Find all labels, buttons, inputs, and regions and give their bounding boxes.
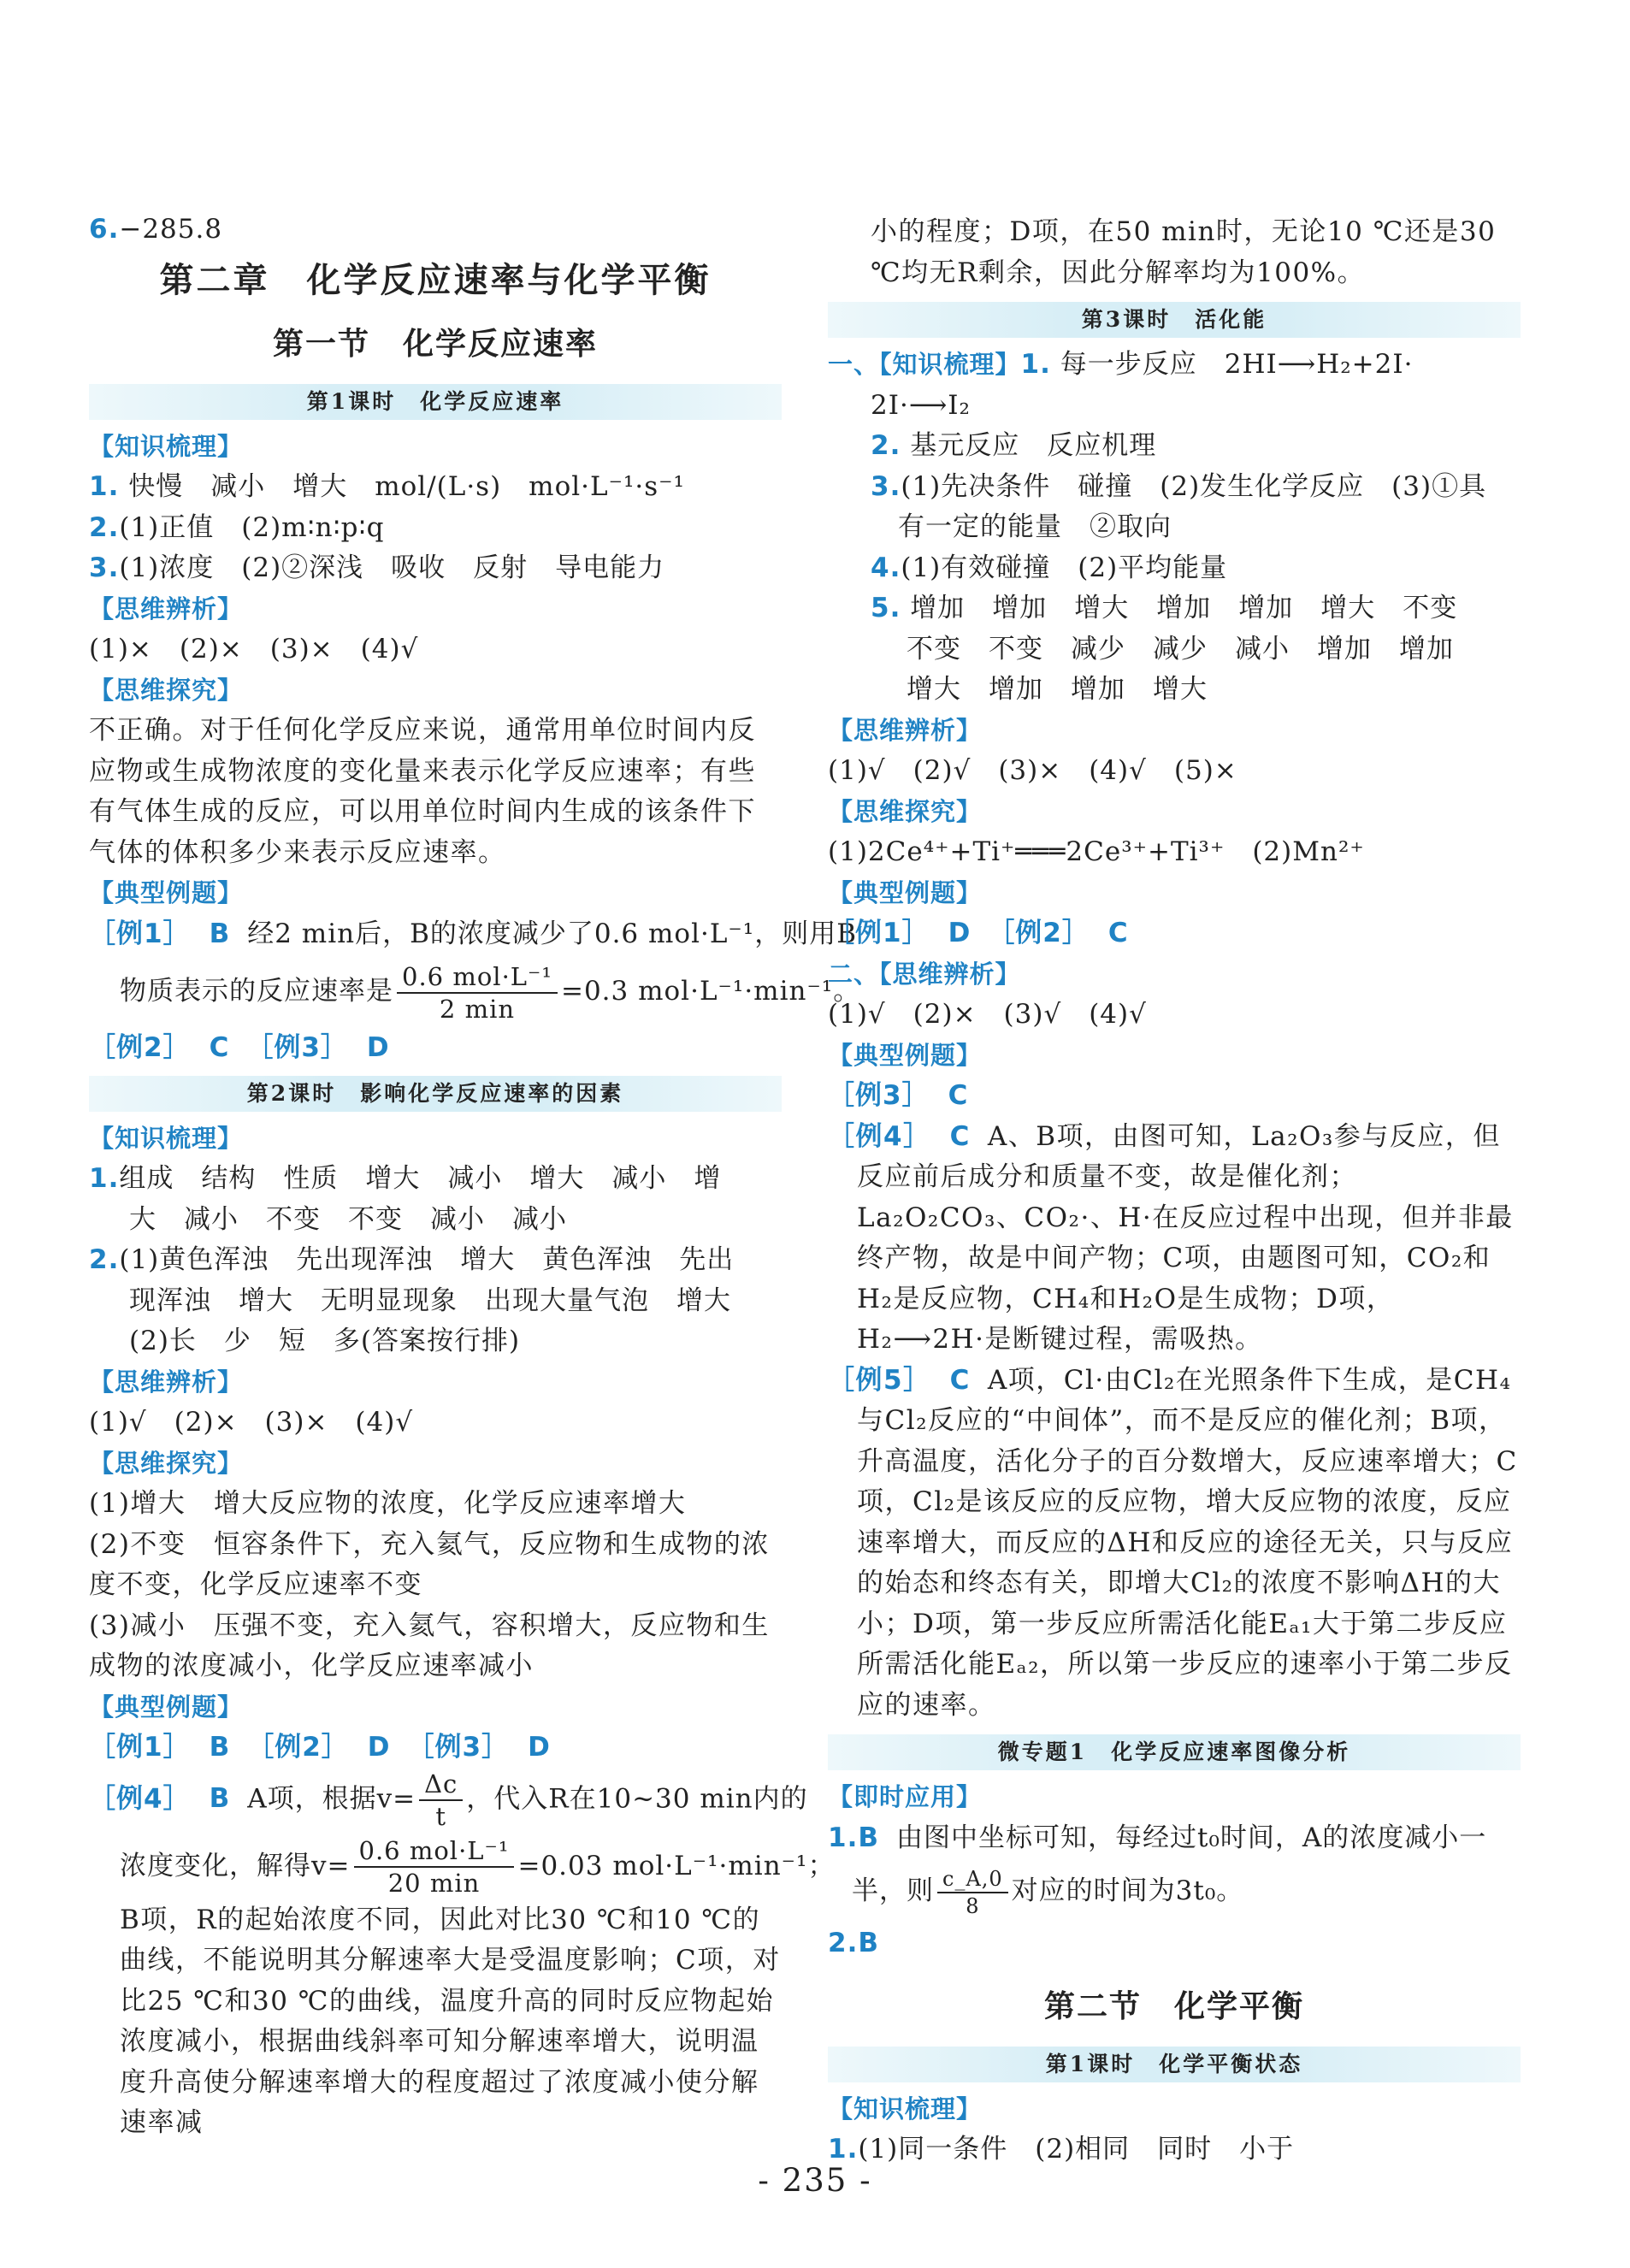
l3-knowledge-2: 2. 基元反应 反应机理	[871, 430, 1157, 461]
lesson-3-title: 第3课时 活化能	[828, 302, 1521, 338]
l3-judge-answers: (1)√ (2)√ (3)× (4)√ (5)×	[828, 755, 1237, 786]
l3-knowledge-5: 5. 增加 增加 增大 增加 增加 增大 不变	[871, 593, 1458, 623]
page-number: - 235 -	[758, 2162, 872, 2199]
right-column	[828, 212, 1521, 2171]
special-topic-title: 微专题1 化学反应速率图像分析	[828, 1734, 1521, 1770]
l3-knowledge-1b: 2I·⟶I₂	[871, 389, 971, 421]
tag-typical-examples-3: 【典型例题】	[828, 877, 983, 907]
fraction: $\frac{\Delta c}{t}$	[419, 1769, 463, 1832]
tag-thinking-judge-3: 【思维辨析】	[828, 715, 983, 745]
tag-instant-apply: 【即时应用】	[828, 1782, 983, 1811]
tag-knowledge-4: 【知识梳理】	[828, 2094, 983, 2123]
l2-knowledge-2b: 现浑浊 增大 无明显现象 出现大量气泡 增大	[129, 1285, 731, 1316]
continued-text: 小的程度；D项，在50 min时，无论10 ℃还是30 ℃均无R剩余，因此分解率均为100%。	[871, 216, 1497, 288]
knowledge-item-2: 2.(1)正值 (2)m∶n∶p∶q	[89, 511, 385, 543]
example-1: ［例1］ B 经2 min后，B的浓度减少了0.6 mol·L⁻¹，则用B	[89, 918, 857, 949]
lesson-2-title: 第2课时 影响化学反应速率的因素	[89, 1076, 782, 1112]
special-q2: 2.B	[828, 1928, 879, 1958]
l2-explore-1: (1)增大 增大反应物的浓度，化学反应速率增大	[89, 1488, 687, 1519]
part-1-heading: 一、【知识梳理】1. 每一步反应 2HI⟶H₂+2I·	[828, 349, 1414, 380]
tag-typical-examples: 【典型例题】	[89, 878, 244, 907]
fraction: $\frac{\text{0.6 mol·L⁻¹}}{20 \min}$	[354, 1835, 515, 1899]
l2-example-4-rest: B项，R的起始浓度不同，因此对比30 ℃和10 ℃的曲线，不能说明其分解速率大是受温度影响；C项，对比25 ℃和30 ℃的曲线，温度升高的同时反应物起始浓度减小，根据曲线斜率可知分解速率增大，说明温度升高使分解速率增大的程度超过了浓度减小使分解速率减	[120, 1904, 781, 2138]
fraction: $\frac{c\_A,0}{8}$	[937, 1866, 1008, 1919]
l3-example-5: ［例5］ C A项，Cl·由Cl₂在光照条件下生成，是CH₄与Cl₂反应的“中间体”，而不是反应的催化剂；B项，升高温度，活化分子的百分数增大，反应速率增大；C项，Cl₂是该反应的反应物，增大反应物的浓度，反应速率增大，而反应的ΔH和反应的途径无关，只与反应的始态和终态有关，即增大Cl₂的浓度不影响ΔH的大小；D项，第一步反应所需活化能Eₐ₁大于第二步反应所需活化能Eₐ₂，所以第一步反应的速率小于第二步反应的速率。	[828, 1364, 1518, 1721]
l3-knowledge-5b: 不变 不变 减少 减少 减小 增加 增加	[907, 633, 1454, 664]
judge-answers: (1)× (2)× (3)× (4)√	[89, 634, 419, 664]
l3-knowledge-5c: 增大 增加 增加 增大	[907, 674, 1208, 705]
lesson-1-title: 第1课时 化学反应速率	[89, 384, 782, 420]
answer-6: 6.−285.8	[89, 214, 223, 245]
chapter-title: 第二章 化学反应速率与化学平衡	[159, 259, 712, 300]
tag-thinking-judge-2: 【思维辨析】	[89, 1367, 244, 1397]
lesson-4-title: 第1课时 化学平衡状态	[828, 2047, 1521, 2082]
example-1-formula: 物质表示的反应速率是 $\frac{\text{0.6 mol·L⁻¹}}{2 \min}$ =0.3 mol·L⁻¹·min⁻¹。	[120, 961, 861, 1024]
part-2-heading: 二、【思维辨析】	[828, 959, 1021, 989]
l3-judge-answers-2: (1)√ (2)× (3)√ (4)√	[828, 999, 1147, 1030]
tag-knowledge: 【知识梳理】	[89, 431, 244, 461]
l2-example-4-formula: 浓度变化，解得v= $\frac{\text{0.6 mol·L⁻¹}}{20 \min}$ =0.03 mol·L⁻¹·min⁻¹；	[120, 1836, 836, 1898]
l3-examples-1-2: ［例1］ D ［例2］ C	[828, 918, 1129, 948]
examples-2-3: ［例2］ C ［例3］ D	[89, 1032, 390, 1063]
fraction: $\frac{\text{0.6 mol·L⁻¹}}{2 \min}$	[397, 961, 558, 1025]
section-title: 第一节 化学反应速率	[272, 325, 598, 362]
tag-thinking-judge: 【思维辨析】	[89, 594, 244, 623]
knowledge-item-3: 3.(1)浓度 (2)②深浅 吸收 反射 导电能力	[89, 552, 665, 583]
l3-knowledge-3b: 有一定的能量 ②取向	[898, 511, 1172, 542]
l4-knowledge-1: 1.(1)同一条件 (2)相同 同时 小于	[828, 2134, 1295, 2165]
l2-knowledge-1b: 大 减小 不变 不变 减小 减小	[129, 1203, 567, 1235]
l2-knowledge-1: 1.组成 结构 性质 增大 减小 增大 减小 增	[89, 1163, 722, 1194]
l2-explore-3: (3)减小 压强不变，充入氦气，容积增大，反应物和生成物的浓度减小，化学反应速率减小	[89, 1609, 770, 1681]
special-q1: 1.B 由图中坐标可知，每经过t₀时间，A的浓度减小一	[828, 1822, 1487, 1853]
l3-example-3: ［例3］ C	[828, 1080, 969, 1111]
tag-thinking-explore: 【思维探究】	[89, 675, 244, 705]
section-2-title: 第二节 化学平衡	[1043, 1987, 1304, 2024]
l2-example-4: ［例4］ B A项，根据v= $\frac{\Delta c}{t}$ ，代入R在10~30 min内的	[89, 1769, 808, 1831]
tag-knowledge-2: 【知识梳理】	[89, 1123, 244, 1153]
l3-knowledge-3: 3.(1)先决条件 碰撞 (2)发生化学反应 (3)①具	[871, 470, 1487, 502]
tag-thinking-explore-3: 【思维探究】	[828, 796, 983, 826]
l3-explore: (1)2Ce⁴⁺+Ti⁺═══2Ce³⁺+Ti³⁺ (2)Mn²⁺	[828, 836, 1365, 867]
knowledge-item-1: 1. 快慢 减小 增大 mol/(L·s) mol·L⁻¹·s⁻¹	[89, 471, 685, 502]
tag-typical-examples-2: 【典型例题】	[89, 1692, 244, 1722]
l2-judge-answers: (1)√ (2)× (3)× (4)√	[89, 1407, 414, 1438]
l2-explore-2: (2)不变 恒容条件下，充入氦气，反应物和生成物的浓度不变，化学反应速率不变	[89, 1528, 770, 1600]
l2-knowledge-2: 2.(1)黄色浑浊 先出现浑浊 增大 黄色浑浊 先出	[89, 1244, 735, 1275]
l2-knowledge-2c: (2)长 少 短 多(答案按行排)	[129, 1326, 521, 1356]
l3-example-4: ［例4］ C A、B项，由图可知，La₂O₃参与反应，但反应前后成分和质量不变，故是催化剂；La₂O₂CO₃、CO₂·、H·在反应过程中出现，但并非最终产物，故是中间产物；C项，由题图可知，CO₂和H₂是反应物，CH₄和H₂O是生成物；D项，H₂⟶2H·是断键过程，需吸热。	[828, 1120, 1514, 1355]
special-q1-formula: 半，则 $\frac{c\_A,0}{8}$ 对应的时间为3t₀。	[852, 1866, 1244, 1918]
l2-examples-1-3: ［例1］ B ［例2］ D ［例3］ D	[89, 1732, 551, 1763]
tag-thinking-explore-2: 【思维探究】	[89, 1448, 244, 1478]
l3-knowledge-4: 4.(1)有效碰撞 (2)平均能量	[871, 552, 1228, 583]
tag-typical-examples-4: 【典型例题】	[828, 1040, 983, 1070]
explore-text: 不正确。对于任何化学反应来说，通常用单位时间内反应物或生成物浓度的变化量来表示化学反应速率；有些有气体生成的反应，可以用单位时间内生成的该条件下气体的体积多少来表示反应速率。	[89, 715, 756, 868]
